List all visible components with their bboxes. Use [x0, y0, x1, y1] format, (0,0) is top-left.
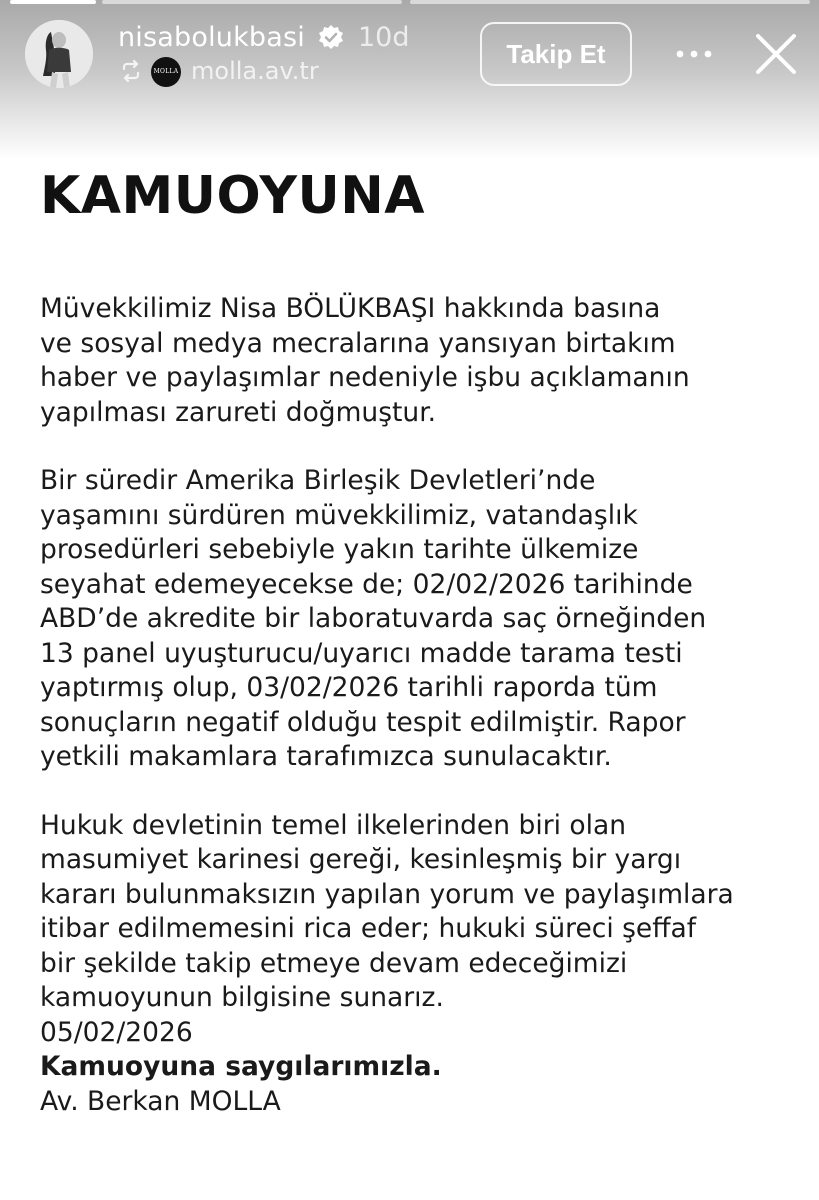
progress-segment: [410, 0, 810, 4]
more-options-icon[interactable]: [671, 36, 717, 72]
verified-badge-icon: [317, 24, 345, 52]
source-logo[interactable]: MOLLA: [151, 57, 181, 87]
progress-segment: [102, 0, 402, 4]
paragraph-3: Hukuk devletinin temel ilkelerinden biri olan masumiyet karinesi gereği, kesinleşmiş bir yargı kararı bulunmaksızın yapılan yorum ve paylaşımlara itibar edilmemesini rica eder; hukuki süreci şeffaf bir şekilde takip etmeye devam edeceğimizi kamuoyunun bilgisine sunarız.: [40, 809, 734, 1013]
progress-segment: [10, 0, 96, 4]
follow-button[interactable]: Takip Et: [480, 22, 632, 86]
document-date: 05/02/2026: [40, 1016, 193, 1048]
paragraph-2: Bir süredir Amerika Birleşik Devletleri’nde yaşamını sürdüren müvekkilimiz, vatandaşlık prosedürleri sebebiyle yakın tarihte ülkemize seyahat edemeyecekse de; 02/02/2026 tarihinde ABD’de akredite bir laboratuvarda saç örneğinden 13 panel uyuşturucu/uyarıcı madde tarama testi yaptırmış olup, 03/02/2026 tarihli raporda tüm sonuçların negatif olduğu tespit edilmiştir. Rapor yetkili makamlara tarafımızca sunulacaktır.: [40, 465, 707, 772]
paragraph-1: Müvekkilimiz Nisa BÖLÜKBAŞI hakkında basına ve sosyal medya mecralarına yansıyan birtakım haber ve paylaşımlar nedeniyle işbu açıklamanın yapılması zarureti doğmuştur.: [40, 293, 690, 428]
avatar[interactable]: [25, 20, 93, 88]
story-header: [0, 0, 819, 160]
source-account-link[interactable]: molla.av.tr: [191, 57, 319, 85]
repost-icon: [118, 58, 144, 84]
story-progress-bar: [0, 0, 819, 4]
signature: Av. Berkan MOLLA: [40, 1085, 281, 1117]
close-icon[interactable]: [752, 30, 800, 78]
profile-photo-icon: [25, 20, 93, 88]
document-title: KAMUOYUNA: [40, 166, 426, 226]
username[interactable]: nisabolukbasi: [118, 22, 305, 53]
document-body: [40, 292, 800, 1119]
post-time: 10d: [358, 22, 410, 53]
closing-line: Kamuoyuna saygılarımızla.: [40, 1051, 442, 1082]
